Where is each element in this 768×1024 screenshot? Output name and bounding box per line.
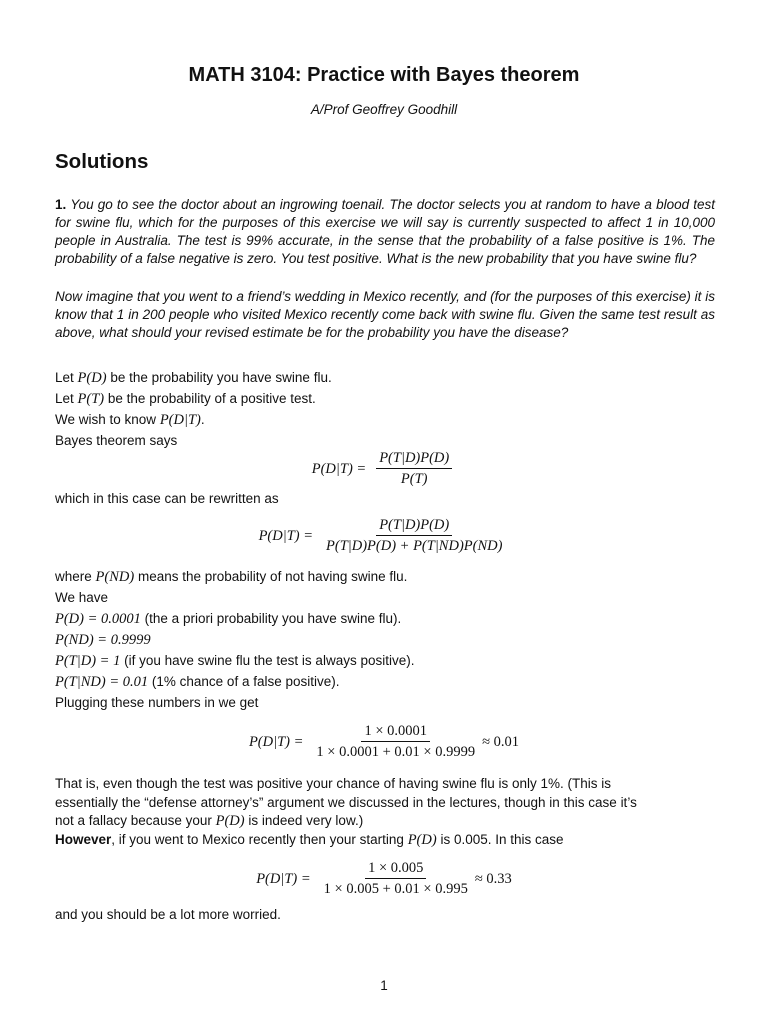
ptnd-line: P(T|ND) = 0.01 (1% chance of a false positive). <box>55 674 340 690</box>
pnd-line: P(ND) = 0.9999 <box>55 632 151 648</box>
where-line: where P(ND) means the probability of not having swine flu. <box>55 569 408 585</box>
question-paragraph-1 <box>55 196 715 268</box>
we-have-line: We have <box>55 590 109 605</box>
let-pt-line: Let P(T) be the probability of a positive test. <box>55 391 316 407</box>
document-title: MATH 3104: Practice with Bayes theorem <box>188 64 580 86</box>
question-text-1: You go to see the doctor about an ingrowing toenail. The doctor selects you at random to have a blood test for swine flu, which for the purposes of this exercise we will say is currently suspected to affect 1 in 10,000 people in Australia. The test is 99% accurate, in the sense that the probability of a false positive is 1%. The probability of a false negative is zero. You test positive. What is the new probability that you have swine flu? <box>55 197 715 266</box>
equation-expanded: P(D|T) = $\frac{P(T|D)P(D)}{P(T|D)P(D) + P(T|ND)P(ND)}$ <box>258 517 503 554</box>
rewritten-line: which in this case can be rewritten as <box>55 491 279 506</box>
bayes-says-line: Bayes theorem says <box>55 433 178 448</box>
that-is-line-2: essentially the “defense attorney’s” argument we discussed in the lectures, though in this case it’s <box>55 795 637 810</box>
question-paragraph-2 <box>55 288 715 342</box>
question-number: 1. <box>55 197 67 212</box>
document-author: A/Prof Geoffrey Goodhill <box>310 102 458 117</box>
equation-mexico: P(D|T) = $\frac{1 \times 0.005}{1 \times 0.005 + 0.01 \times 0.995}$ ≈ 0.33 <box>256 860 512 897</box>
section-heading: Solutions <box>55 150 149 173</box>
equation-bayes: P(D|T) = $\frac{P(T|D)P(D)}{P(T)}$ <box>0 450 768 488</box>
page-number: 1 <box>380 978 388 993</box>
ptd-line: P(T|D) = 1 (if you have swine flu the test is always positive). <box>55 653 415 669</box>
prior-line: P(D) = 0.0001 (the a priori probability you have swine flu). <box>55 611 402 627</box>
that-is-line-1: That is, even though the test was positive your chance of having swine flu is only 1%. (This is <box>55 776 612 791</box>
however-line: However, if you went to Mexico recently then your starting P(D) is 0.005. In this case <box>55 832 564 848</box>
equation-australia: P(D|T) = $\frac{1 \times 0.0001}{1 \times 0.0001 + 0.01 \times 0.9999}$ ≈ 0.01 <box>248 723 520 760</box>
question-text-2: Now imagine that you went to a friend’s wedding in Mexico recently, and (for the purposes of this exercise) it is know that 1 in 200 people who visited Mexico recently come back with swine flu. Given the same test result as above, what should your revised estimate be for the probability you have the disease? <box>55 289 715 340</box>
that-is-line-3: not a fallacy because your P(D) is indeed very low.) <box>55 813 364 829</box>
wish-line: We wish to know P(D|T). <box>55 412 205 428</box>
let-pd-line: Let P(D) be the probability you have swine flu. <box>55 370 332 386</box>
closing-line: and you should be a lot more worried. <box>55 907 281 922</box>
plugging-line: Plugging these numbers in we get <box>55 695 259 710</box>
